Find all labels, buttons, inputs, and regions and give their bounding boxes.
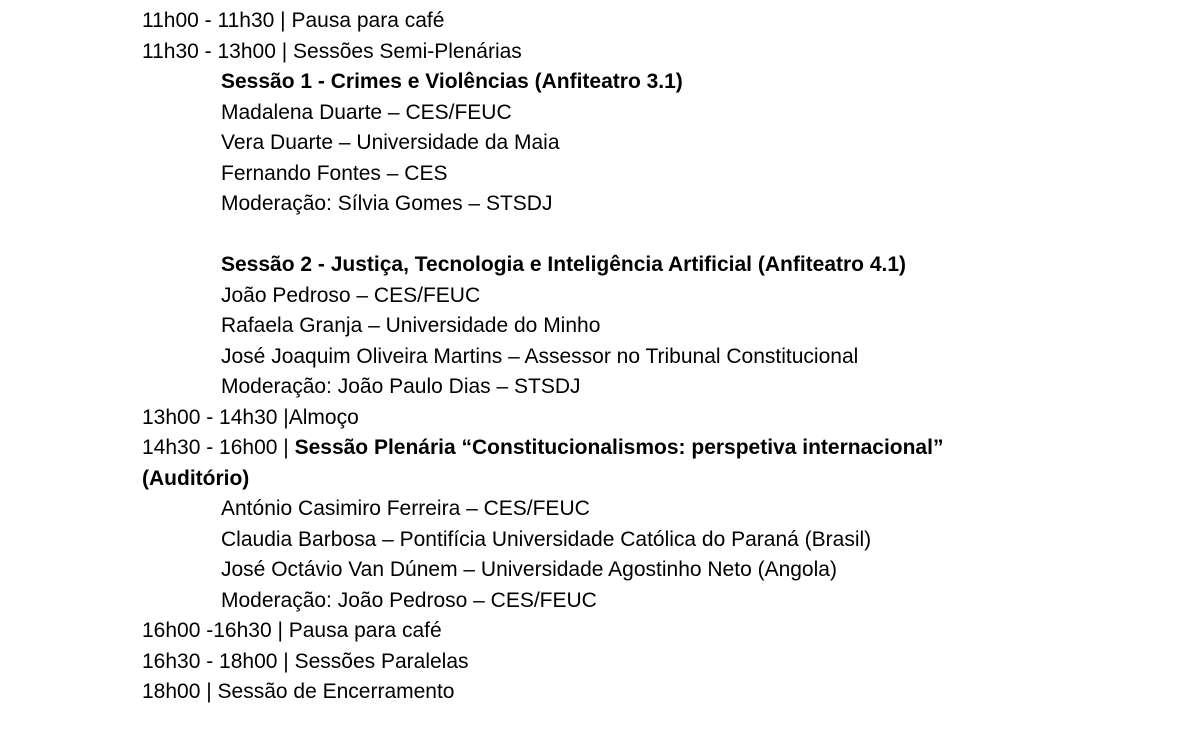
plenary-speaker: António Casimiro Ferreira – CES/FEUC: [221, 497, 590, 520]
session-2-moderation: Moderação: João Paulo Dias – STSDJ: [221, 375, 581, 398]
session-1-speaker: Fernando Fontes – CES: [221, 161, 448, 185]
plenary-session-heading: [142, 433, 1142, 464]
plenary-location: (Auditório): [142, 466, 250, 490]
blank-line: [142, 220, 1142, 251]
session-2-speaker: Rafaela Granja – Universidade do Minho: [221, 314, 601, 337]
coffee-break-1: 11h00 - 11h30 | Pausa para café: [142, 9, 445, 32]
session-1-speaker: Madalena Duarte – CES/FEUC: [221, 100, 512, 124]
plenary-speaker: Claudia Barbosa – Pontifícia Universidade Católica do Paraná (Brasil): [221, 527, 872, 551]
session-1-speaker: Vera Duarte – Universidade da Maia: [221, 131, 560, 154]
closing-session: 18h00 | Sessão de Encerramento: [142, 680, 455, 703]
session-2-title: Sessão 2 - Justiça, Tecnologia e Inteligência Artificial (Anfiteatro 4.1): [221, 253, 907, 276]
plenary-time: 14h30 - 16h00 |: [142, 436, 295, 459]
agenda-document: [142, 6, 1142, 708]
session-2-speaker: José Joaquim Oliveira Martins – Assessor no Tribunal Constitucional: [221, 344, 859, 368]
session-1-moderation: Moderação: Sílvia Gomes – STSDJ: [221, 192, 553, 215]
lunch: 13h00 - 14h30 |Almoço: [142, 405, 359, 429]
session-1-title: Sessão 1 - Crimes e Violências (Anfiteatro 3.1): [221, 70, 683, 93]
plenary-moderation: Moderação: João Pedroso – CES/FEUC: [221, 588, 597, 612]
plenary-title: Sessão Plenária “Constitucionalismos: perspetiva internacional”: [294, 436, 944, 459]
semi-plenary-sessions: 11h30 - 13h00 | Sessões Semi-Plenárias: [142, 39, 522, 63]
plenary-speaker: José Octávio Van Dúnem – Universidade Agostinho Neto (Angola): [221, 558, 837, 581]
coffee-break-2: 16h00 -16h30 | Pausa para café: [142, 619, 442, 642]
session-2-speaker: João Pedroso – CES/FEUC: [221, 283, 481, 307]
parallel-sessions: 16h30 - 18h00 | Sessões Paralelas: [142, 649, 469, 673]
